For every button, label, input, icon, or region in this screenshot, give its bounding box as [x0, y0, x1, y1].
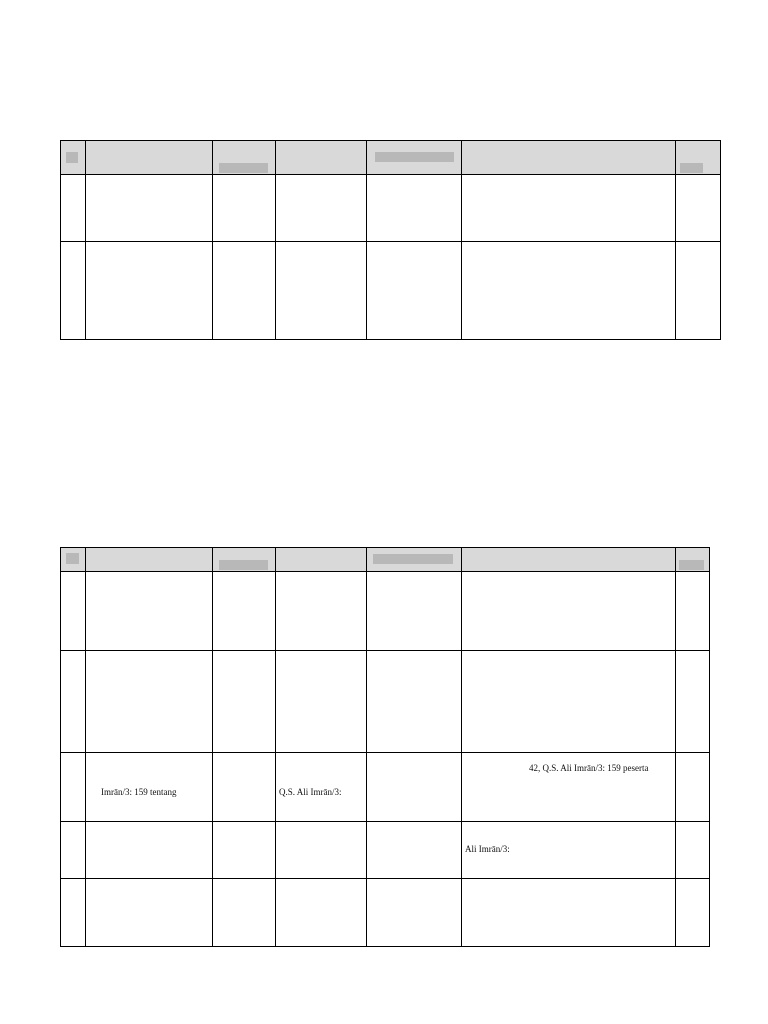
table-1-header-cell-no: [66, 152, 78, 163]
table-2-col-divider: [275, 548, 276, 946]
table-2: [60, 547, 710, 947]
table-2-row-divider: [61, 821, 709, 822]
table-2-row-3-col-5-text: 42, Q.S. Ali Imrān/3: 159 peserta: [529, 763, 649, 773]
table-1-col-divider: [85, 141, 86, 339]
table-2-row-4-col-5-text: Ali Imrān/3:: [465, 844, 510, 854]
table-1-col-divider: [212, 141, 213, 339]
table-1-col-divider: [675, 141, 676, 339]
table-2-col-divider: [461, 548, 462, 946]
table-1-header-cell-5: [375, 152, 454, 162]
table-2-row-divider: [61, 878, 709, 879]
table-1-header-cell-7: [680, 163, 703, 173]
table-1: [60, 140, 721, 340]
table-2-header-cell-5: [373, 554, 453, 564]
table-2-header-cell-7: [679, 560, 704, 570]
table-1-col-divider: [275, 141, 276, 339]
table-2-row-3-col-3-text: Q.S. Ali Imrān/3:: [279, 787, 342, 797]
table-1-row-divider: [61, 241, 720, 242]
table-1-header-cell-3: [219, 163, 268, 173]
table-2-col-divider: [212, 548, 213, 946]
table-2-header-cell-no: [66, 553, 79, 564]
table-2-row-divider: [61, 650, 709, 651]
table-2-col-divider: [85, 548, 86, 946]
table-1-col-divider: [366, 141, 367, 339]
table-2-header-cell-3: [219, 560, 268, 570]
table-2-row-divider: [61, 752, 709, 753]
table-2-col-divider: [675, 548, 676, 946]
table-2-col-divider: [366, 548, 367, 946]
table-1-col-divider: [461, 141, 462, 339]
table-2-row-3-col-1-text: Imrān/3: 159 tentang: [101, 787, 177, 797]
